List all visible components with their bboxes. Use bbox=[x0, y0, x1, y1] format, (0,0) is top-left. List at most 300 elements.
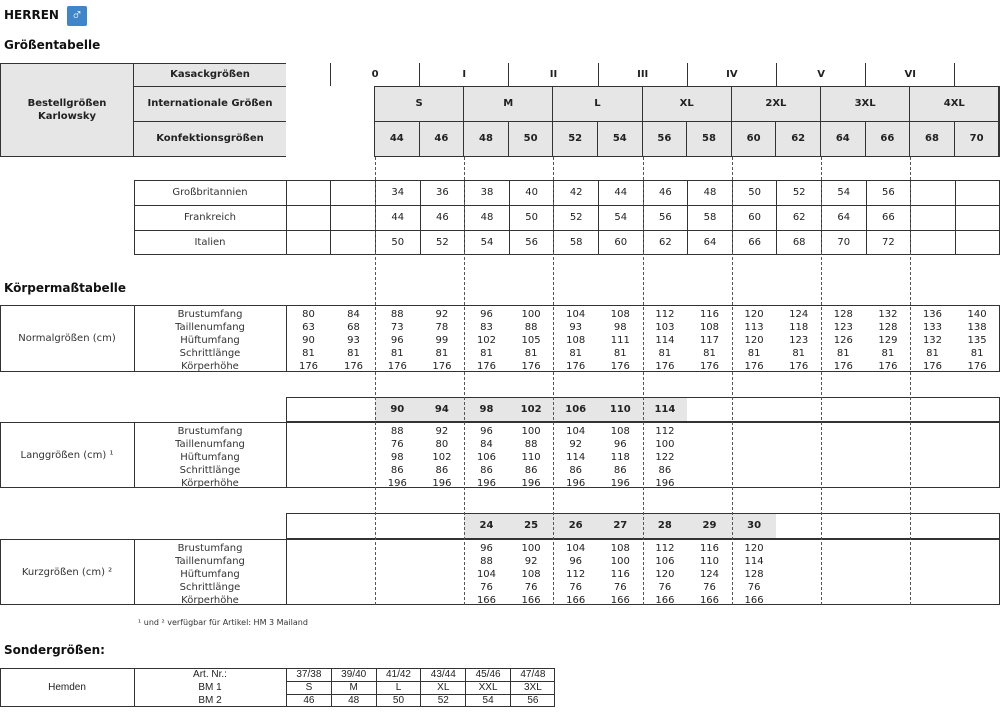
measure-value: 108 bbox=[566, 335, 586, 346]
konf-size-cell: 56 bbox=[643, 121, 688, 157]
measure-value: 102 bbox=[476, 335, 497, 346]
male-icon: ♂ bbox=[67, 6, 87, 26]
measure-value: 136 bbox=[922, 309, 943, 320]
special-sizes-title: Sondergrößen: bbox=[4, 643, 105, 657]
measure-value: 128 bbox=[833, 309, 853, 320]
kasack-size-cell: IV bbox=[688, 63, 777, 86]
country-size-value: 42 bbox=[553, 180, 598, 205]
country-name: Italien bbox=[194, 237, 226, 248]
measure-value: 124 bbox=[699, 569, 720, 580]
country-size-value: 56 bbox=[643, 205, 688, 230]
short-size-header: 29 bbox=[702, 520, 717, 531]
country-size-value: 60 bbox=[732, 205, 777, 230]
measure-value: 93 bbox=[569, 322, 583, 333]
dashed-divider bbox=[732, 157, 733, 605]
konf-size-cell: 68 bbox=[910, 121, 955, 157]
konf-size-cell: 60 bbox=[732, 121, 777, 157]
body-table-title: Körpermaßtabelle bbox=[4, 281, 127, 295]
intl-size-cell: XL bbox=[643, 86, 732, 121]
measure-value: 80 bbox=[302, 309, 315, 320]
measure-value: 92 bbox=[569, 439, 583, 450]
measure-value: 128 bbox=[744, 569, 764, 580]
measure-value: 73 bbox=[390, 322, 404, 333]
size-group-label: Langgrößen (cm) ¹ bbox=[20, 449, 114, 461]
measure-value: 176 bbox=[343, 361, 364, 372]
measure-value: 98 bbox=[390, 452, 404, 463]
measure-value: 108 bbox=[610, 426, 630, 437]
special-value: 45/46 bbox=[465, 668, 510, 681]
konf-size-cell: 48 bbox=[464, 121, 509, 157]
country-name: Großbritannien bbox=[172, 187, 248, 198]
measure-value: 120 bbox=[744, 335, 764, 346]
special-value: M bbox=[331, 681, 376, 694]
measure-value: 81 bbox=[569, 348, 583, 359]
measure-value: 118 bbox=[789, 322, 809, 333]
measure-value: 166 bbox=[521, 595, 541, 606]
country-size-value bbox=[910, 180, 955, 205]
kasack-size-cell: III bbox=[599, 63, 688, 86]
country-size-value: 46 bbox=[420, 205, 465, 230]
country-size-value: 38 bbox=[464, 180, 509, 205]
measure-value: 132 bbox=[878, 309, 898, 320]
measure-value: 176 bbox=[744, 361, 764, 372]
short-size-header: 26 bbox=[568, 520, 583, 531]
intl-size-cell: 4XL bbox=[910, 86, 999, 121]
measure-value: 176 bbox=[833, 361, 853, 372]
measure-value: 96 bbox=[613, 439, 627, 450]
measure-label: Hüftumfang bbox=[180, 452, 240, 463]
size-group-label: Normalgrößen (cm) bbox=[18, 333, 116, 344]
measure-value: 140 bbox=[967, 309, 987, 320]
konf-size-cell: 44 bbox=[375, 121, 420, 157]
country-name: Frankreich bbox=[183, 212, 237, 223]
measure-value: 76 bbox=[703, 582, 716, 593]
country-size-value bbox=[955, 205, 1000, 230]
measure-label: Körperhöhe bbox=[181, 478, 239, 489]
measure-label: Schrittlänge bbox=[179, 582, 241, 593]
measure-value: 81 bbox=[836, 348, 850, 359]
measure-value: 84 bbox=[480, 439, 493, 450]
measure-value: 108 bbox=[521, 569, 541, 580]
dashed-divider bbox=[643, 157, 644, 605]
measure-value: 81 bbox=[881, 348, 895, 359]
konf-size-cell: 70 bbox=[955, 121, 1000, 157]
kasack-empty-cell bbox=[286, 63, 331, 86]
country-size-value: 36 bbox=[420, 180, 465, 205]
country-size-value: 60 bbox=[598, 230, 643, 255]
intl-row-label: Internationale Größen bbox=[147, 98, 273, 109]
measure-value: 176 bbox=[610, 361, 630, 372]
measure-label: Hüftumfang bbox=[180, 569, 240, 580]
measure-value: 96 bbox=[390, 335, 404, 346]
kasack-size-cell: V bbox=[777, 63, 866, 86]
measure-value: 81 bbox=[480, 348, 493, 359]
measure-value: 86 bbox=[390, 465, 404, 476]
konf-size-cell: 62 bbox=[776, 121, 821, 157]
measure-value: 166 bbox=[699, 595, 720, 606]
long-size-header: 106 bbox=[565, 404, 587, 415]
measure-value: 112 bbox=[655, 543, 675, 554]
country-size-value: 54 bbox=[821, 180, 866, 205]
measure-value: 123 bbox=[833, 322, 853, 333]
special-row-name: BM 2 bbox=[198, 695, 222, 706]
measure-value: 108 bbox=[699, 322, 720, 333]
measure-value: 86 bbox=[480, 465, 493, 476]
measure-value: 114 bbox=[655, 335, 675, 346]
measure-value: 176 bbox=[476, 361, 497, 372]
special-label: Hemden bbox=[48, 682, 86, 693]
measure-value: 166 bbox=[476, 595, 497, 606]
special-value: XL bbox=[420, 681, 465, 694]
measure-value: 176 bbox=[699, 361, 720, 372]
konf-empty-cell bbox=[286, 121, 375, 157]
country-size-value: 44 bbox=[375, 205, 420, 230]
measure-label: Brustumfang bbox=[177, 426, 243, 437]
measure-label: Taillenumfang bbox=[175, 439, 245, 450]
measure-value: 81 bbox=[970, 348, 984, 359]
measure-value: 176 bbox=[387, 361, 407, 372]
measure-value: 176 bbox=[432, 361, 452, 372]
measure-value: 196 bbox=[610, 478, 630, 489]
country-size-value: 46 bbox=[643, 180, 688, 205]
measure-value: 88 bbox=[390, 426, 404, 437]
intl-size-cell: 2XL bbox=[732, 86, 821, 121]
country-size-value: 52 bbox=[553, 205, 598, 230]
measure-value: 176 bbox=[789, 361, 809, 372]
measure-value: 196 bbox=[476, 478, 497, 489]
measure-value: 176 bbox=[298, 361, 319, 372]
measure-value: 166 bbox=[655, 595, 675, 606]
country-size-value: 50 bbox=[732, 180, 777, 205]
measure-value: 76 bbox=[480, 582, 493, 593]
measure-value: 135 bbox=[967, 335, 987, 346]
measure-label: Körperhöhe bbox=[181, 595, 239, 606]
special-value: 54 bbox=[465, 694, 510, 707]
measure-value: 98 bbox=[613, 322, 627, 333]
measure-value: 138 bbox=[967, 322, 987, 333]
short-size-header: 27 bbox=[613, 520, 628, 531]
measure-value: 105 bbox=[521, 335, 541, 346]
measure-value: 176 bbox=[566, 361, 586, 372]
measure-label: Schrittlänge bbox=[179, 348, 241, 359]
measure-value: 100 bbox=[655, 439, 675, 450]
measure-value: 81 bbox=[658, 348, 672, 359]
long-size-header: 114 bbox=[654, 404, 676, 415]
measure-value: 81 bbox=[792, 348, 806, 359]
country-size-value: 54 bbox=[598, 205, 643, 230]
special-value: XXL bbox=[465, 681, 510, 694]
country-size-value: 64 bbox=[687, 230, 732, 255]
long-size-header: 102 bbox=[520, 404, 542, 415]
measure-value: 176 bbox=[521, 361, 541, 372]
special-value: 50 bbox=[376, 694, 421, 707]
measure-value: 103 bbox=[655, 322, 675, 333]
measure-value: 108 bbox=[610, 309, 630, 320]
measure-value: 86 bbox=[613, 465, 627, 476]
measure-value: 196 bbox=[387, 478, 407, 489]
measure-value: 96 bbox=[569, 556, 583, 567]
konf-row-label: Konfektionsgrößen bbox=[156, 133, 264, 144]
country-size-value bbox=[955, 230, 1000, 255]
measure-value: 196 bbox=[655, 478, 675, 489]
measure-value: 96 bbox=[480, 309, 493, 320]
measure-label: Hüftumfang bbox=[180, 335, 240, 346]
col-divider bbox=[286, 539, 287, 605]
measure-value: 86 bbox=[524, 465, 538, 476]
measure-value: 114 bbox=[566, 452, 586, 463]
measure-value: 120 bbox=[655, 569, 675, 580]
kasack-size-cell: 0 bbox=[331, 63, 420, 86]
special-value: 46 bbox=[286, 694, 331, 707]
measure-value: 102 bbox=[432, 452, 452, 463]
special-value: 43/44 bbox=[420, 668, 465, 681]
measure-value: 88 bbox=[524, 439, 538, 450]
country-size-value: 56 bbox=[866, 180, 911, 205]
measure-value: 86 bbox=[435, 465, 449, 476]
measure-value: 120 bbox=[744, 309, 764, 320]
kasack-size-cell: VI bbox=[866, 63, 955, 86]
intl-size-cell: 3XL bbox=[821, 86, 910, 121]
measure-value: 110 bbox=[521, 452, 541, 463]
measure-value: 117 bbox=[699, 335, 720, 346]
country-size-value: 34 bbox=[375, 180, 420, 205]
order-size-label: Bestellgrößen Karlowsky bbox=[27, 98, 107, 122]
measure-value: 81 bbox=[390, 348, 404, 359]
measure-value: 100 bbox=[521, 426, 541, 437]
measure-label: Brustumfang bbox=[177, 543, 243, 554]
country-size-value bbox=[910, 205, 955, 230]
country-size-value: 58 bbox=[553, 230, 598, 255]
special-row-name: BM 1 bbox=[198, 682, 222, 693]
measure-label: Körperhöhe bbox=[181, 361, 239, 372]
measure-value: 120 bbox=[744, 543, 764, 554]
measure-value: 81 bbox=[703, 348, 716, 359]
kasack-empty-cell bbox=[955, 63, 1000, 86]
measure-value: 112 bbox=[655, 426, 675, 437]
country-size-value: 44 bbox=[598, 180, 643, 205]
empty-cell bbox=[286, 180, 331, 205]
measure-value: 88 bbox=[390, 309, 404, 320]
measure-value: 80 bbox=[435, 439, 449, 450]
measure-value: 166 bbox=[566, 595, 586, 606]
measure-value: 176 bbox=[967, 361, 987, 372]
measure-value: 100 bbox=[521, 309, 541, 320]
measure-value: 81 bbox=[524, 348, 538, 359]
measure-value: 76 bbox=[747, 582, 761, 593]
measure-value: 104 bbox=[476, 569, 497, 580]
measure-value: 90 bbox=[302, 335, 315, 346]
country-size-value: 64 bbox=[821, 205, 866, 230]
measure-value: 196 bbox=[566, 478, 586, 489]
country-size-value: 48 bbox=[687, 180, 732, 205]
measure-value: 166 bbox=[610, 595, 630, 606]
measure-value: 106 bbox=[655, 556, 675, 567]
country-size-value: 40 bbox=[509, 180, 554, 205]
country-size-value: 48 bbox=[464, 205, 509, 230]
measure-value: 81 bbox=[347, 348, 360, 359]
measure-value: 81 bbox=[613, 348, 627, 359]
measure-value: 76 bbox=[613, 582, 627, 593]
measure-value: 113 bbox=[744, 322, 764, 333]
measure-value: 118 bbox=[610, 452, 630, 463]
country-size-value: 68 bbox=[776, 230, 821, 255]
measure-value: 106 bbox=[476, 452, 497, 463]
measure-value: 104 bbox=[566, 426, 586, 437]
dashed-divider bbox=[821, 157, 822, 605]
dashed-divider bbox=[553, 157, 554, 605]
measure-label: Schrittlänge bbox=[179, 465, 241, 476]
country-size-value bbox=[910, 230, 955, 255]
special-value: L bbox=[376, 681, 421, 694]
measure-value: 78 bbox=[435, 322, 449, 333]
special-value: S bbox=[286, 681, 331, 694]
measure-value: 196 bbox=[432, 478, 452, 489]
measure-value: 86 bbox=[658, 465, 672, 476]
special-value: 41/42 bbox=[376, 668, 421, 681]
measure-value: 116 bbox=[610, 569, 630, 580]
measure-value: 116 bbox=[699, 309, 720, 320]
measure-value: 176 bbox=[922, 361, 943, 372]
country-size-value: 66 bbox=[732, 230, 777, 255]
measure-value: 108 bbox=[610, 543, 630, 554]
short-size-header: 25 bbox=[524, 520, 539, 531]
konf-size-cell: 64 bbox=[821, 121, 866, 157]
intl-size-cell: L bbox=[553, 86, 642, 121]
konf-size-cell: 46 bbox=[420, 121, 465, 157]
country-size-value: 56 bbox=[509, 230, 554, 255]
measure-label: Taillenumfang bbox=[175, 556, 245, 567]
measure-value: 110 bbox=[699, 556, 720, 567]
header-title: HERREN bbox=[4, 8, 59, 22]
special-value: 37/38 bbox=[286, 668, 331, 681]
long-size-header: 90 bbox=[390, 404, 405, 415]
measure-value: 88 bbox=[480, 556, 493, 567]
special-value: 52 bbox=[420, 694, 465, 707]
measure-value: 83 bbox=[480, 322, 493, 333]
short-size-header: 24 bbox=[479, 520, 494, 531]
country-size-value: 66 bbox=[866, 205, 911, 230]
measure-value: 63 bbox=[302, 322, 315, 333]
special-value: 48 bbox=[331, 694, 376, 707]
measure-value: 68 bbox=[347, 322, 360, 333]
long-size-header: 110 bbox=[609, 404, 631, 415]
country-size-value: 62 bbox=[776, 205, 821, 230]
measure-value: 99 bbox=[435, 335, 449, 346]
country-size-value: 58 bbox=[687, 205, 732, 230]
short-size-header: 30 bbox=[747, 520, 762, 531]
country-size-value: 52 bbox=[776, 180, 821, 205]
long-size-header: 94 bbox=[434, 404, 449, 415]
country-size-value: 72 bbox=[866, 230, 911, 255]
measure-value: 81 bbox=[926, 348, 939, 359]
measure-value: 112 bbox=[566, 569, 586, 580]
special-row-name: Art. Nr.: bbox=[193, 669, 227, 680]
kasack-row-label: Kasackgrößen bbox=[170, 69, 250, 80]
measure-value: 114 bbox=[744, 556, 764, 567]
measure-value: 132 bbox=[922, 335, 943, 346]
dashed-divider bbox=[375, 157, 376, 605]
special-value: 47/48 bbox=[510, 668, 555, 681]
measure-value: 100 bbox=[521, 543, 541, 554]
country-size-value: 50 bbox=[375, 230, 420, 255]
measure-value: 84 bbox=[347, 309, 360, 320]
measure-value: 92 bbox=[524, 556, 538, 567]
short-size-header: 28 bbox=[657, 520, 672, 531]
measure-value: 76 bbox=[658, 582, 672, 593]
col-divider bbox=[286, 422, 287, 488]
measure-value: 104 bbox=[566, 309, 586, 320]
measure-value: 76 bbox=[524, 582, 538, 593]
kasack-size-cell: II bbox=[509, 63, 598, 86]
konf-size-cell: 66 bbox=[866, 121, 911, 157]
measure-value: 124 bbox=[789, 309, 809, 320]
special-value: 39/40 bbox=[331, 668, 376, 681]
measure-label: Taillenumfang bbox=[175, 322, 245, 333]
measure-value: 100 bbox=[610, 556, 630, 567]
measure-value: 93 bbox=[347, 335, 360, 346]
konf-size-cell: 54 bbox=[598, 121, 643, 157]
empty-cell bbox=[286, 205, 331, 230]
country-size-value: 70 bbox=[821, 230, 866, 255]
measure-value: 86 bbox=[569, 465, 583, 476]
measure-value: 166 bbox=[744, 595, 764, 606]
measure-value: 96 bbox=[480, 426, 493, 437]
measure-value: 128 bbox=[878, 322, 898, 333]
size-group-label: Kurzgrößen (cm) ² bbox=[21, 566, 113, 578]
long-size-header: 98 bbox=[479, 404, 494, 415]
konf-size-cell: 52 bbox=[553, 121, 598, 157]
country-size-value: 50 bbox=[509, 205, 554, 230]
measure-value: 92 bbox=[435, 426, 449, 437]
footnote: ¹ und ² verfügbar für Artikel: HM 3 Mailand bbox=[138, 618, 308, 627]
country-size-value: 54 bbox=[464, 230, 509, 255]
measure-value: 81 bbox=[435, 348, 449, 359]
measure-value: 76 bbox=[569, 582, 583, 593]
special-value: 56 bbox=[510, 694, 555, 707]
size-table-title: Größentabelle bbox=[4, 38, 101, 52]
measure-value: 111 bbox=[610, 335, 630, 346]
measure-value: 104 bbox=[566, 543, 586, 554]
konf-size-cell: 58 bbox=[687, 121, 732, 157]
measure-value: 92 bbox=[435, 309, 449, 320]
kasack-size-cell: I bbox=[420, 63, 509, 86]
empty-cell bbox=[286, 230, 331, 255]
measure-value: 81 bbox=[302, 348, 315, 359]
intl-size-cell: S bbox=[375, 86, 464, 121]
measure-value: 112 bbox=[655, 309, 675, 320]
country-size-value: 52 bbox=[420, 230, 465, 255]
dashed-divider bbox=[464, 157, 465, 605]
measure-value: 123 bbox=[789, 335, 809, 346]
measure-value: 76 bbox=[390, 439, 404, 450]
konf-size-cell: 50 bbox=[509, 121, 554, 157]
measure-value: 96 bbox=[480, 543, 493, 554]
measure-value: 129 bbox=[878, 335, 898, 346]
country-size-value: 62 bbox=[643, 230, 688, 255]
measure-value: 196 bbox=[521, 478, 541, 489]
measure-value: 122 bbox=[655, 452, 675, 463]
measure-value: 126 bbox=[833, 335, 853, 346]
dashed-divider bbox=[910, 157, 911, 605]
measure-value: 81 bbox=[747, 348, 761, 359]
measure-value: 176 bbox=[655, 361, 675, 372]
measure-value: 133 bbox=[922, 322, 943, 333]
measure-value: 116 bbox=[699, 543, 720, 554]
country-size-value bbox=[955, 180, 1000, 205]
special-value: 3XL bbox=[510, 681, 555, 694]
intl-empty-cell bbox=[286, 86, 375, 121]
measure-value: 176 bbox=[878, 361, 898, 372]
